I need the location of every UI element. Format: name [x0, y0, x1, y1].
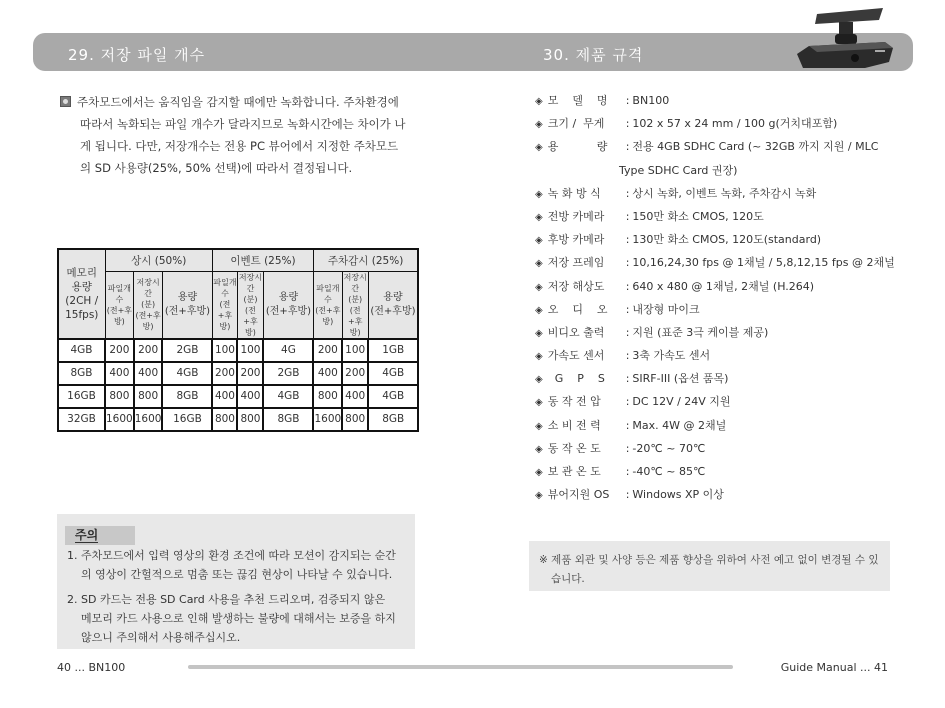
spec-item — [535, 368, 895, 391]
diamond-bullet-icon: ◈ — [535, 235, 543, 247]
spec-item — [535, 252, 895, 275]
group-header-event: 이벤트 (25%) — [212, 249, 313, 271]
spec-item — [535, 438, 895, 461]
spec-separator: : — [625, 372, 630, 386]
diamond-bullet-icon: ◈ — [535, 281, 543, 293]
table-cell: 200 — [134, 339, 163, 362]
memory-cell: 4GB — [58, 339, 105, 362]
table-cell: 800 — [342, 408, 368, 431]
caution-box — [57, 514, 415, 649]
caution-label: 주의 — [65, 526, 135, 545]
spec-list — [535, 90, 895, 507]
sub-header-file-count: 파일개수 (전+후방) — [313, 271, 342, 339]
memory-cell: 8GB — [58, 362, 105, 385]
sub-header-capacity: 용량 (전+후방) — [368, 271, 418, 339]
table-cell: 800 — [105, 385, 134, 408]
spec-label: 용 량 — [547, 140, 608, 154]
spec-label: 후방 카메라 — [547, 233, 605, 247]
spec-label: 크기 / 무게 — [547, 117, 605, 131]
table-cell: 200 — [313, 339, 342, 362]
spec-item — [535, 90, 895, 113]
spec-separator: : — [625, 117, 630, 131]
spec-value: SIRF-III (옵션 품목) — [632, 372, 729, 386]
sub-header-file-count: 파일개수 (전+후방) — [105, 271, 134, 339]
spec-value: -40℃ ~ 85℃ — [632, 465, 706, 478]
spec-value: 640 x 480 @ 1채널, 2채널 (H.264) — [632, 279, 815, 293]
diamond-bullet-icon: ◈ — [535, 443, 543, 455]
diamond-bullet-icon: ◈ — [535, 374, 543, 386]
table-cell: 800 — [237, 408, 263, 431]
table-cell: 100 — [212, 339, 237, 362]
diamond-bullet-icon: ◈ — [535, 304, 543, 316]
table-cell: 4G — [263, 339, 313, 362]
spec-value: DC 12V / 24V 지원 — [632, 395, 731, 409]
caution-item-2: 2. SD 카드는 전용 SD Card 사용을 추천 드리오며, 검증되지 않은 메모리 카드 사용으로 인해 발생하는 불량에 대해서는 보증을 하지 않으니 주의해서 사용해주십시오. — [67, 593, 396, 644]
diamond-bullet-icon: ◈ — [535, 327, 543, 339]
spec-item — [535, 299, 895, 322]
spec-value-continued: Type SDHC Card 권장) — [619, 163, 738, 177]
spec-label: 저장 프레임 — [547, 256, 605, 270]
spec-label: 전방 카메라 — [547, 209, 605, 223]
spec-value: BN100 — [632, 94, 670, 107]
spec-item — [535, 276, 895, 299]
spec-label: 소 비 전 력 — [547, 418, 601, 432]
spec-label: 녹 화 방 식 — [547, 186, 601, 200]
spec-value: 130만 화소 CMOS, 120도(standard) — [632, 233, 822, 247]
diamond-bullet-icon: ◈ — [535, 119, 543, 131]
table-row — [58, 339, 418, 362]
table-cell: 100 — [237, 339, 263, 362]
footer-page-right: Guide Manual ... 41 — [780, 661, 888, 674]
spec-item — [535, 415, 895, 438]
spec-separator: : — [625, 279, 630, 293]
intro-paragraph — [60, 91, 420, 179]
table-cell: 8GB — [368, 408, 418, 431]
spec-label: 오 디 오 — [547, 302, 608, 316]
spec-value: Max. 4W @ 2채널 — [632, 418, 727, 432]
table-cell: 400 — [237, 385, 263, 408]
table-cell: 1GB — [368, 339, 418, 362]
table-cell: 800 — [134, 385, 163, 408]
table-cell: 2GB — [162, 339, 212, 362]
table-cell: 8GB — [162, 385, 212, 408]
spec-value: 150만 화소 CMOS, 120도 — [632, 209, 764, 223]
table-row — [58, 362, 418, 385]
group-header-parking: 주차감시 (25%) — [313, 249, 418, 271]
spec-change-disclaimer: ※ 제품 외관 및 사양 등은 제품 향상을 위하여 사전 예고 없이 변경될 수 있 습니다. — [529, 541, 890, 591]
spec-label: 동 작 온 도 — [547, 441, 601, 455]
table-cell: 200 — [105, 339, 134, 362]
table-cell: 200 — [237, 362, 263, 385]
spec-item — [535, 391, 895, 414]
caution-item-1: 1. 주차모드에서 입력 영상의 환경 조건에 따라 모션이 감지되는 순간 의 영상이 간헐적으로 멈춤 또는 끊김 현상이 나타날 수 있습니다. — [67, 549, 396, 581]
spec-label: 비디오 출력 — [547, 325, 605, 339]
intro-line: 게 됩니다. 다만, 저장개수는 전용 PC 뷰어에서 지정한 주차모드 — [80, 139, 399, 153]
table-cell: 1600 — [105, 408, 134, 431]
table-cell: 400 — [342, 385, 368, 408]
table-cell: 16GB — [162, 408, 212, 431]
sub-header-record-time: 저장시간 (분) (전+후방) — [343, 272, 367, 337]
spec-label: 보 관 온 도 — [547, 465, 601, 478]
table-cell: 200 — [342, 362, 368, 385]
spec-item — [535, 484, 895, 507]
square-bullet-icon — [60, 96, 71, 107]
intro-line: 의 SD 사용량(25%, 50% 선택)에 따라서 결정됩니다. — [80, 161, 353, 175]
table-cell: 1600 — [134, 408, 163, 431]
sub-header-record-time: 저장시간 (분) (전+후방) — [238, 272, 263, 337]
table-row — [58, 385, 418, 408]
table-cell: 4GB — [162, 362, 212, 385]
spec-separator: : — [625, 395, 630, 409]
spec-value: 3축 가속도 센서 — [632, 349, 711, 363]
sub-header-record-time: 저장시간 (분) (전+후방) — [134, 271, 163, 339]
spec-value: -20℃ ~ 70℃ — [632, 441, 706, 455]
diamond-bullet-icon: ◈ — [535, 142, 543, 154]
spec-separator: : — [625, 94, 630, 107]
diamond-bullet-icon: ◈ — [535, 467, 543, 478]
table-row — [58, 408, 418, 431]
table-cell: 800 — [212, 408, 237, 431]
storage-file-count-table — [57, 248, 419, 432]
spec-separator: : — [625, 140, 630, 154]
table-cell: 8GB — [263, 408, 313, 431]
memory-capacity-header: 메모리 용량 (2CH / 15fps) — [58, 249, 105, 339]
table-cell: 4GB — [368, 362, 418, 385]
dashcam-device-image — [795, 6, 895, 76]
spec-label: 저장 해상도 — [547, 279, 605, 293]
sub-header-capacity: 용량 (전+후방) — [263, 271, 313, 339]
table-cell: 1600 — [313, 408, 342, 431]
diamond-bullet-icon: ◈ — [535, 490, 543, 502]
spec-item — [535, 136, 895, 159]
sub-header-capacity: 용량 (전+후방) — [162, 271, 212, 339]
diamond-bullet-icon: ◈ — [535, 188, 543, 200]
spec-label: 가속도 센서 — [547, 349, 605, 363]
spec-item — [535, 113, 895, 136]
spec-value: 상시 녹화, 이벤트 녹화, 주차감시 녹화 — [632, 186, 817, 200]
sub-header-file-count: 파일개수 (전+후방) — [212, 271, 237, 339]
spec-separator: : — [625, 465, 630, 478]
spec-separator: : — [625, 256, 630, 270]
spec-value: Windows XP 이상 — [632, 488, 724, 502]
spec-separator: : — [625, 302, 630, 316]
section-title-storage-file-count: 29. 저장 파일 개수 — [68, 46, 206, 64]
table-cell: 4GB — [368, 385, 418, 408]
diamond-bullet-icon: ◈ — [535, 258, 543, 270]
diamond-bullet-icon: ◈ — [535, 96, 543, 107]
table-cell: 400 — [134, 362, 163, 385]
spec-item — [535, 345, 895, 368]
spec-label: G P S — [547, 372, 605, 386]
table-cell: 4GB — [263, 385, 313, 408]
spec-separator: : — [625, 488, 630, 502]
diamond-bullet-icon: ◈ — [535, 420, 543, 432]
table-cell: 400 — [313, 362, 342, 385]
memory-cell: 16GB — [58, 385, 105, 408]
table-cell: 200 — [212, 362, 237, 385]
spec-separator: : — [625, 186, 630, 200]
table-cell: 2GB — [263, 362, 313, 385]
diamond-bullet-icon: ◈ — [535, 211, 543, 223]
spec-item — [535, 461, 895, 484]
group-header-continuous: 상시 (50%) — [105, 249, 212, 271]
spec-value: 102 x 57 x 24 mm / 100 g(거치대포함) — [632, 117, 838, 131]
spec-item — [535, 183, 895, 206]
spec-separator: : — [625, 418, 630, 432]
spec-separator: : — [625, 441, 630, 455]
intro-line: 주차모드에서는 움직임을 감지할 때에만 녹화합니다. 주차환경에 — [77, 95, 399, 109]
spec-value: 10,16,24,30 fps @ 1채널 / 5,8,12,15 fps @ 2채널 — [632, 256, 895, 270]
diamond-bullet-icon: ◈ — [535, 397, 543, 409]
spec-item — [535, 229, 895, 252]
spec-value: 내장형 마이크 — [632, 302, 700, 316]
spec-label: 동 작 전 압 — [547, 395, 601, 409]
spec-item — [535, 322, 895, 345]
table-cell: 100 — [342, 339, 368, 362]
spec-value: 전용 4GB SDHC Card (~ 32GB 까지 지원 / MLC — [632, 140, 879, 154]
spec-value: 지원 (표준 3극 케이블 제공) — [632, 325, 769, 339]
spec-label: 모 델 명 — [547, 94, 608, 107]
table-cell: 800 — [313, 385, 342, 408]
footer-divider — [188, 665, 733, 669]
diamond-bullet-icon: ◈ — [535, 351, 543, 363]
footer-page-left: 40 ... BN100 — [57, 661, 126, 674]
section-title-product-specs: 30. 제품 규격 — [543, 46, 644, 64]
spec-label: 뷰어지원 OS — [547, 488, 610, 502]
table-cell: 400 — [105, 362, 134, 385]
spec-separator: : — [625, 349, 630, 363]
spec-item — [535, 206, 895, 229]
spec-separator: : — [625, 209, 630, 223]
intro-line: 따라서 녹화되는 파일 개수가 달라지므로 녹화시간에는 차이가 나 — [80, 117, 406, 131]
spec-separator: : — [625, 233, 630, 247]
spec-separator: : — [625, 325, 630, 339]
memory-cell: 32GB — [58, 408, 105, 431]
table-cell: 400 — [212, 385, 237, 408]
